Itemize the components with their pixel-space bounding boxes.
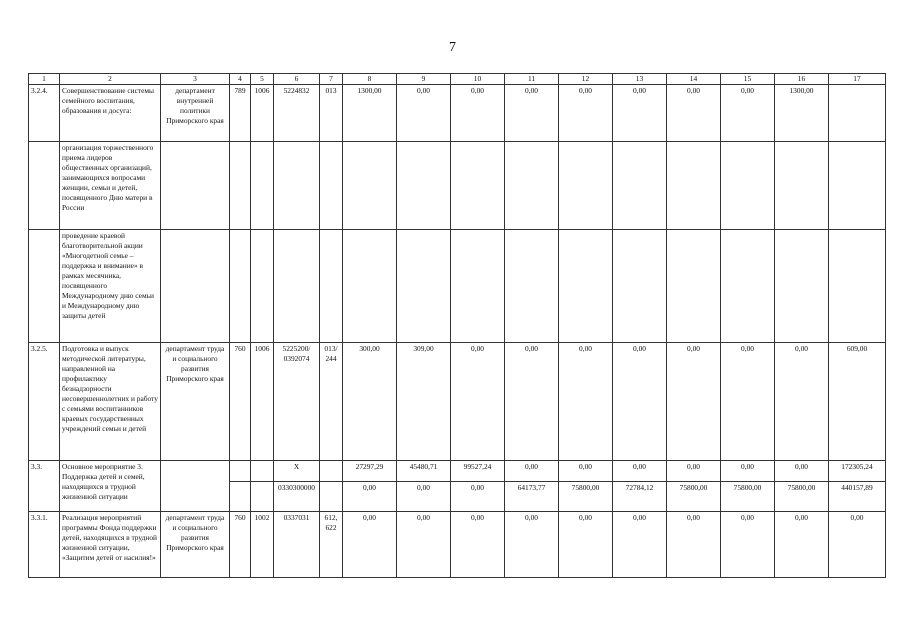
- amount-cell: 0,00: [667, 85, 721, 142]
- amount-cell: 0,00: [721, 343, 775, 461]
- total-cell: 0,00: [829, 512, 886, 578]
- page-number: 7: [449, 40, 456, 55]
- amount-cell: 75800,00: [721, 482, 775, 512]
- header-cell: 6: [274, 74, 320, 85]
- code-vr: 612, 622: [320, 512, 343, 578]
- header-cell: 11: [505, 74, 559, 85]
- table-row: [29, 85, 886, 142]
- amount-cell: 45480,71: [397, 461, 451, 482]
- code-gr: 789: [230, 85, 251, 142]
- total-cell: 172305,24: [829, 461, 886, 482]
- code-vr: 013/ 244: [320, 343, 343, 461]
- code-rz: 1006: [251, 85, 274, 142]
- amount-cell: 0,00: [667, 343, 721, 461]
- table-row: [29, 343, 886, 461]
- amount-cell: 0,00: [451, 343, 505, 461]
- amount-cell: 99527,24: [451, 461, 505, 482]
- header-cell: 4: [230, 74, 251, 85]
- header-cell: 12: [559, 74, 613, 85]
- amount-cell: 0,00: [343, 512, 397, 578]
- amount-cell: 75800,00: [667, 482, 721, 512]
- code-vr: 013: [320, 85, 343, 142]
- total-cell: 440157,89: [829, 482, 886, 512]
- header-cell: 2: [60, 74, 161, 85]
- measure-subitem: проведение краевой благотворительной акции «Многодетной семье – поддержка и внимание» в рамках месячника, посвященного Международному дню семьи и Международному дню защиты детей: [60, 230, 161, 343]
- table-row: [29, 230, 886, 343]
- amount-cell: 0,00: [397, 85, 451, 142]
- amount-cell: 0,00: [397, 512, 451, 578]
- amount-cell: 27297,29: [343, 461, 397, 482]
- executor: департамент труда и социального развития Приморского края: [161, 343, 230, 461]
- measure-name: Совершенствование системы семейного воспитания, образования и досуга:: [60, 85, 161, 142]
- header-row: [29, 74, 886, 85]
- measure-name: Подготовка и выпуск методической литературы, направленной на профилактику безнадзорности несовершеннолетних и работу с семьями воспитанников краевых государственных учреждений семьи и детей: [60, 343, 161, 461]
- measure-name: Реализация мероприятий программы Фонда поддержки детей, находящихся в трудной жизненной ситуации, «Защитим детей от насилия!»: [60, 512, 161, 578]
- amount-cell: 0,00: [721, 85, 775, 142]
- amount-cell: 0,00: [775, 461, 829, 482]
- amount-cell: 0,00: [505, 512, 559, 578]
- amount-cell: 0,00: [721, 461, 775, 482]
- header-cell: 9: [397, 74, 451, 85]
- row-number: 3.2.5.: [29, 343, 60, 461]
- amount-cell: 0,00: [505, 85, 559, 142]
- measure-subitem: организация торжественного приема лидеров общественных организаций, занимающихся вопросами женщин, семьи и детей, посвященного Дню матери в России: [60, 142, 161, 230]
- amount-cell: 0,00: [667, 512, 721, 578]
- header-cell: 15: [721, 74, 775, 85]
- amount-cell: 75800,00: [775, 482, 829, 512]
- amount-cell: 72784,12: [613, 482, 667, 512]
- amount-cell: 300,00: [343, 343, 397, 461]
- amount-cell: 0,00: [505, 343, 559, 461]
- measure-name: Основное мероприятие 3. Поддержка детей и семей, находящихся в трудной жизненной ситуации: [60, 461, 161, 512]
- executor: департамент труда и социального развития Приморского края: [161, 512, 230, 578]
- row-number: 3.3.: [29, 461, 60, 512]
- header-cell: 16: [775, 74, 829, 85]
- amount-cell: 0,00: [613, 343, 667, 461]
- code-cs: 5225200/ 0392074: [274, 343, 320, 461]
- amount-cell: 0,00: [451, 85, 505, 142]
- row-number: 3.2.4.: [29, 85, 60, 142]
- code-gr: 760: [230, 512, 251, 578]
- amount-cell: 0,00: [451, 512, 505, 578]
- code-cs: X: [274, 461, 320, 482]
- header-cell: 3: [161, 74, 230, 85]
- code-rz: 1002: [251, 512, 274, 578]
- amount-cell: 0,00: [667, 461, 721, 482]
- header-cell: 1: [29, 74, 60, 85]
- amount-cell: 0,00: [505, 461, 559, 482]
- amount-cell: 0,00: [559, 512, 613, 578]
- header-cell: 10: [451, 74, 505, 85]
- amount-cell: 0,00: [559, 461, 613, 482]
- code-cs: 5224832: [274, 85, 320, 142]
- table-row: [29, 461, 886, 482]
- amount-cell: 64173,77: [505, 482, 559, 512]
- header-cell: 13: [613, 74, 667, 85]
- amount-cell: 0,00: [343, 482, 397, 512]
- code-rz: 1006: [251, 343, 274, 461]
- row-number: 3.3.1.: [29, 512, 60, 578]
- header-cell: 14: [667, 74, 721, 85]
- budget-table: [28, 73, 886, 578]
- code-cs: 0330300000: [274, 482, 320, 512]
- header-cell: 5: [251, 74, 274, 85]
- header-cell: 17: [829, 74, 886, 85]
- amount-cell: 0,00: [559, 85, 613, 142]
- table-row: [29, 142, 886, 230]
- amount-cell: 75800,00: [559, 482, 613, 512]
- header-cell: 7: [320, 74, 343, 85]
- amount-cell: 0,00: [775, 343, 829, 461]
- amount-cell: 0,00: [613, 512, 667, 578]
- executor: департамент внутренней политики Приморского края: [161, 85, 230, 142]
- amount-cell: 0,00: [397, 482, 451, 512]
- amount-cell: 1300,00: [775, 85, 829, 142]
- amount-cell: 0,00: [559, 343, 613, 461]
- amount-cell: 0,00: [451, 482, 505, 512]
- header-cell: 8: [343, 74, 397, 85]
- amount-cell: 0,00: [613, 85, 667, 142]
- amount-cell: 309,00: [397, 343, 451, 461]
- amount-cell: 0,00: [613, 461, 667, 482]
- code-gr: 760: [230, 343, 251, 461]
- table-row: [29, 512, 886, 578]
- total-cell: 609,00: [829, 343, 886, 461]
- amount-cell: 1300,00: [343, 85, 397, 142]
- amount-cell: 0,00: [721, 512, 775, 578]
- code-cs: 0337031: [274, 512, 320, 578]
- amount-cell: 0,00: [775, 512, 829, 578]
- total-cell: [829, 85, 886, 142]
